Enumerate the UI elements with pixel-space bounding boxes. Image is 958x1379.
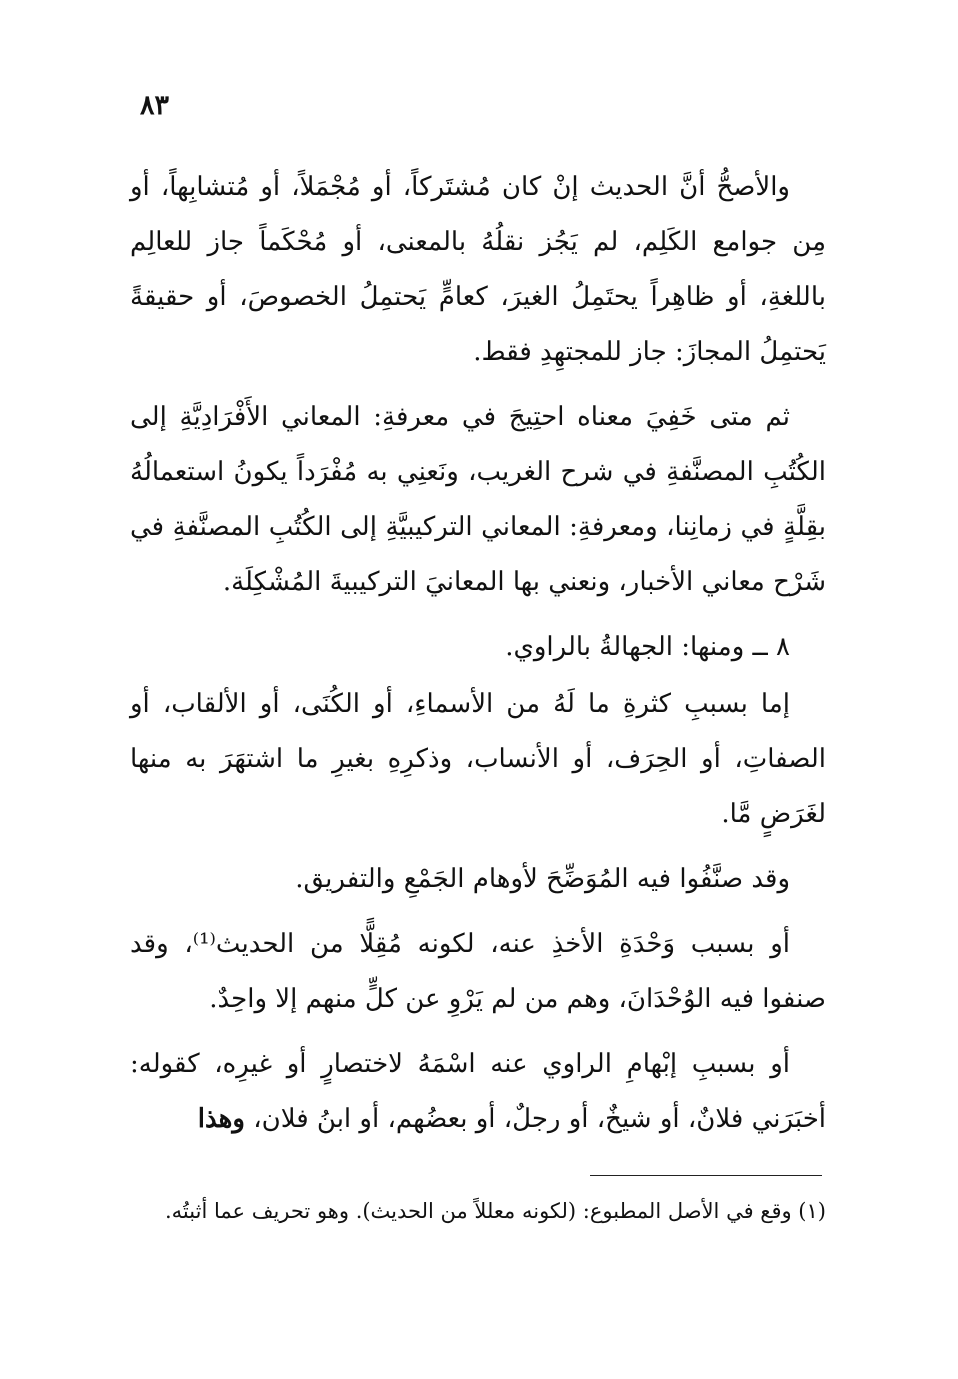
paragraph-riwaya-bil-mana: والأصحُّ أنَّ الحديث إنْ كان مُشتَركاً، أو مُجْمَلاً، أو مُتشابِهاً، أو مِن جوامع الكَلِم، لم يَجُز نقلُهُ بالمعنى، أو مُحْكَماً جاز للعالِم باللغةِ، أو ظاهِراً يحتَمِلُ الغيرَ، كعامٍّ يَحتمِلُ الخصوصَ، أو حقيقةً يَحتمِلُ المجازَ: جاز للمجتهِدِ فقط. bbox=[130, 172, 826, 367]
paragraph-ibham bbox=[130, 1037, 826, 1147]
main-text bbox=[130, 160, 826, 1157]
section-heading-jahala: ٨ ــ ومنها: الجهالةُ بالراوي. bbox=[505, 632, 790, 662]
page-number: ٨٣ bbox=[140, 90, 170, 121]
paragraph-ibham-text: أو بسببِ إبْهامِ الراوي عنه اسْمَهُ لاختصارٍ أو غيرِه، كقوله: أخبَرَني فلانٌ، أو شيخٌ، أو رجلٌ، أو بعضُهم، أو ابنُ فلان، bbox=[130, 1049, 826, 1134]
footnote-1: (١) وقع في الأصل المطبوع: (لكونه معللاً من الحديث). وهو تحريف عما أثبتُه. bbox=[165, 1199, 826, 1223]
footnote-divider bbox=[590, 1175, 822, 1176]
paragraph-wuhdan: أو بسبب وَحْدَةِ الأخذِ عنه، لكونه مُقِلًّا من الحديث⁽¹⁾، وقد صنفوا فيه الوُحْدَانَ، وهم من لم يَرْوِ عن كلٍّ منهم إلا واحِدٌ. bbox=[130, 929, 826, 1014]
paragraph-muwaddih: وقد صنَّفُوا فيه المُوَضِّحَ لأوهام الجَمْعِ والتفريق. bbox=[295, 864, 790, 894]
paragraph-kathrat-al-asma: إما بسببِ كثرةِ ما لَهُ من الأسماءِ، أو الكُنَى، أو الألقاب، أو الصفاتِ، أو الحِرَف، أو الأنساب، وذكرِهِ بغيرِ ما اشتهَرَ به منها لغَرَضٍ مَّا. bbox=[130, 689, 826, 829]
paragraph-ibham-bold-tail: وهذا bbox=[197, 1104, 245, 1134]
paragraph-gharib-and-meanings: ثم متى خَفِيَ معناه احتِيجَ في معرفةِ: المعاني الأَفْرَادِيَّةِ إلى الكُتُبِ المصنَّفةِ في شرح الغريب، ونَعنِي به مُفْرَداً يكونُ استعمالُهُ بقِلَّةٍ في زمانِنا، ومعرفةِ: المعاني التركيبيَّةِ إلى الكُتُبِ المصنَّفةِ في شَرْح معاني الأخبار، ونعني بها المعانيَ التركيبيةَ المُشْكِلَة. bbox=[130, 402, 826, 597]
